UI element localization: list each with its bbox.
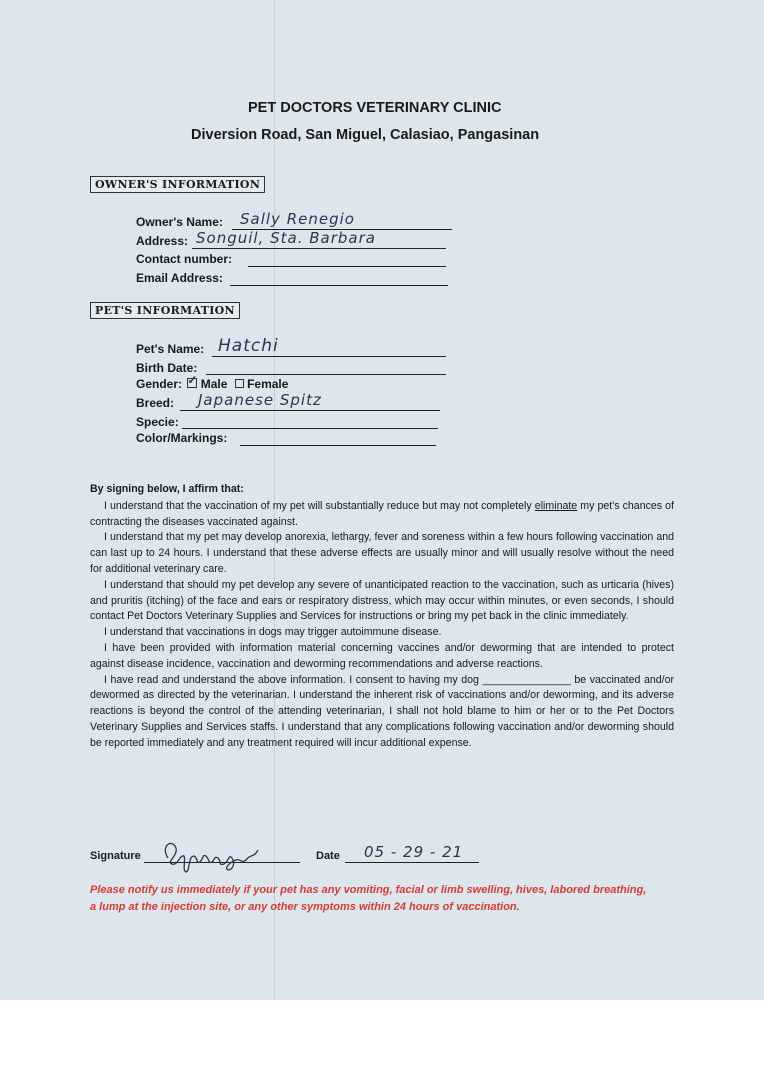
dog-name-blank[interactable]: _______________ xyxy=(482,673,571,686)
gender-label: Gender: xyxy=(136,377,183,391)
pet-name-value: Hatchi xyxy=(218,336,279,356)
pet-section-title: PET'S INFORMATION xyxy=(90,302,240,319)
address-value: Songuil, Sta. Barbara xyxy=(196,229,376,247)
color-markings-field[interactable] xyxy=(240,445,436,446)
date-label: Date xyxy=(316,850,340,862)
gender-female-checkbox[interactable] xyxy=(235,379,244,388)
contact-number-field[interactable] xyxy=(248,266,446,267)
birth-date-field[interactable] xyxy=(206,374,446,375)
specie-field[interactable] xyxy=(182,428,438,429)
breed-field[interactable] xyxy=(180,410,440,411)
address-field[interactable] xyxy=(192,248,446,249)
consent-paragraph-1: I understand that the vaccination of my pet will substantially reduce but may not completely eliminate my pet's chances of contracting the diseases vaccinated against. xyxy=(90,499,674,528)
address-label: Address: xyxy=(136,234,189,248)
consent-paragraph-2: I understand that my pet may develop anorexia, lethargy, fever and soreness within a few hours following vaccination and can last up to 24 hours. I understand that these adverse effects are usually minor and will usually resolve without the need for additional veterinary care. xyxy=(90,531,674,575)
email-label: Email Address: xyxy=(136,271,223,285)
gender-male-checkbox[interactable] xyxy=(187,373,198,388)
breed-value: Japanese Spitz xyxy=(198,391,322,409)
consent-paragraph-3: I understand that should my pet develop any severe of unanticipated reaction to the vaccination, such as urticaria (hives) and pruritis (itching) of the face and ears or respiratory distress, which may occur within minutes, or even seconds, I should contact Pet Doctors Veterinary Supplies and Services for instructions or bring my pet back in the clinic immediately. xyxy=(90,578,674,623)
clinic-name: PET DOCTORS VETERINARY CLINIC xyxy=(248,100,502,116)
consent-text xyxy=(90,482,674,752)
color-markings-label: Color/Markings: xyxy=(136,431,228,445)
date-field[interactable] xyxy=(345,862,479,863)
contact-number-label: Contact number: xyxy=(136,252,232,266)
specie-label: Specie: xyxy=(136,415,179,429)
gender-row xyxy=(136,373,289,391)
pet-name-label: Pet's Name: xyxy=(136,342,205,356)
clinic-address: Diversion Road, San Miguel, Calasiao, Pangasinan xyxy=(191,127,540,143)
check-mark-icon: ✓ xyxy=(187,373,198,387)
consent-paragraph-6: I have read and understand the above information. I consent to having my dog _______________ be vaccinated and/or dewormed as directed by the veterinarian. I understand the inherent risk of vaccinations and/or deworming, and its adverse reactions is beyond the control of the attending veterinarian, I shall not hold blame to him or her or to the Pet Doctors Veterinary Supplies and Services staffs. I understand that any complications following vaccination and/or deworming should be reported immediately and any treatment required will incur additional expense. xyxy=(90,673,674,749)
consent-intro: By signing below, I affirm that: xyxy=(90,483,244,495)
consent-paragraph-5: I have been provided with information material concerning vaccines and/or deworming that are intended to protect against disease incidence, vaccination and deworming recommendations and adverse reactions. xyxy=(90,641,674,670)
post-vaccination-notice: Please notify us immediately if your pet has any vomiting, facial or limb swelling, hives, labored breathing, a lump at the injection site, or any other symptoms within 24 hours of vaccination. xyxy=(90,884,647,913)
consent-paragraph-4: I understand that vaccinations in dogs may trigger autoimmune disease. xyxy=(104,626,442,639)
date-value: 05 - 29 - 21 xyxy=(364,843,464,861)
signature-label: Signature xyxy=(90,850,141,862)
birth-date-label: Birth Date: xyxy=(136,361,198,375)
gender-female-label: Female xyxy=(247,377,289,391)
pet-name-field[interactable] xyxy=(212,356,446,357)
email-field[interactable] xyxy=(230,285,448,286)
gender-male-label: Male xyxy=(200,377,228,391)
breed-label: Breed: xyxy=(136,396,175,410)
owner-name-value: Sally Renegio xyxy=(240,210,355,228)
signature-image xyxy=(158,836,278,876)
owner-section-title: OWNER'S INFORMATION xyxy=(90,176,265,193)
owner-name-label: Owner's Name: xyxy=(136,215,223,229)
